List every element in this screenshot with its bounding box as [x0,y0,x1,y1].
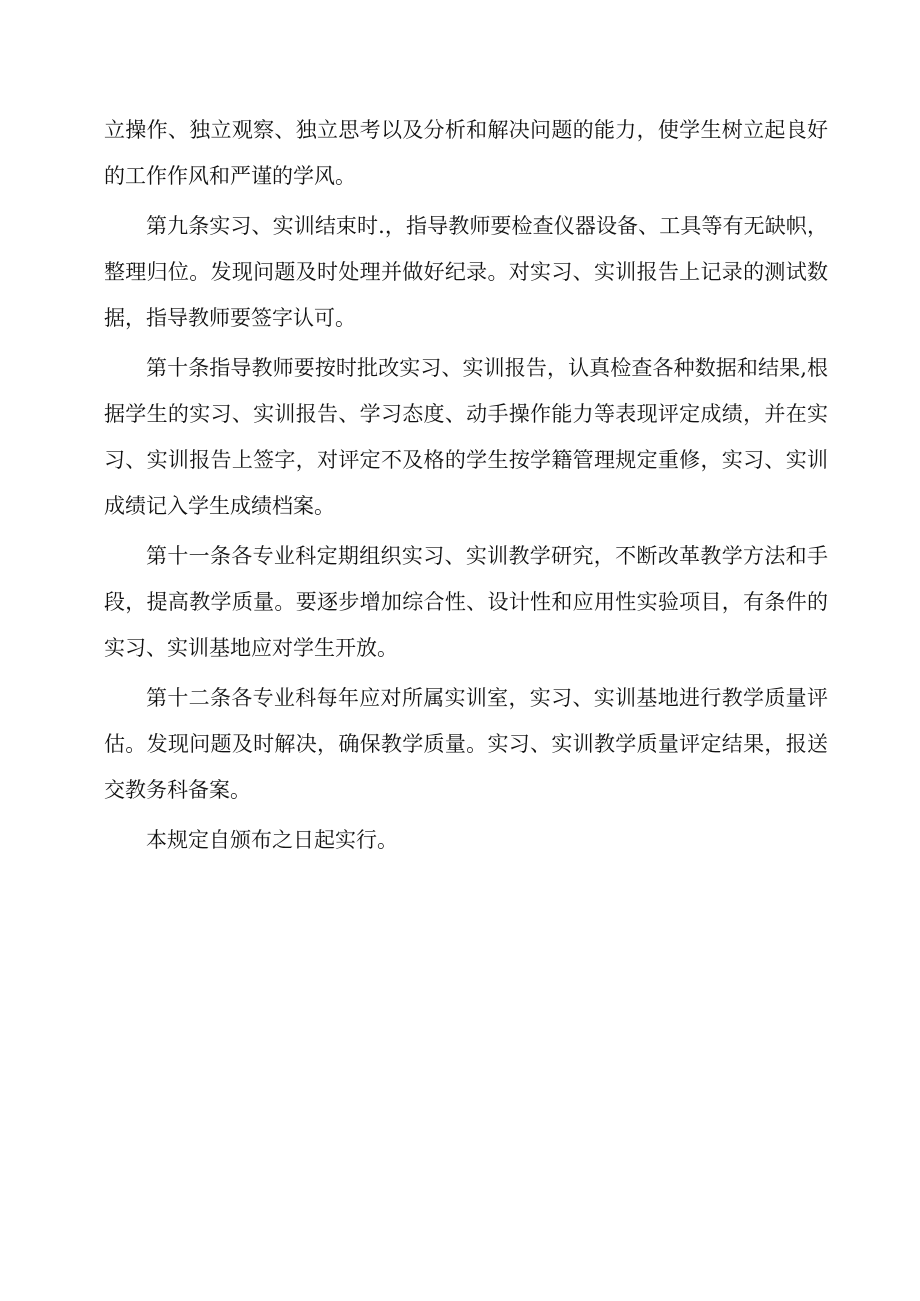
paragraph-effective-date: 本规定自颁布之日起实行。 [146,828,398,852]
paragraph-article-9: 第九条实习、实训结束时.，指导教师要检查仪器设备、工具等有无缺帜，整理归位。发现问题及时处理并做好纪录。对实习、实训报告上记录的测试数据，指导教师要签字认可。 [104,214,828,330]
paragraph-article-12: 第十二条各专业科每年应对所属实训室，实习、实训基地进行教学质量评估。发现问题及时解决，确保教学质量。实习、实训教学质量评定结果，报送交教务科备案。 [104,686,828,802]
paragraph-continuation: 立操作、独立观察、独立思考以及分析和解决问题的能力，使学生树立起良好的工作作风和严谨的学风。 [104,118,828,188]
paragraph-article-11: 第十一条各专业科定期组织实习、实训教学研究，不断改革教学方法和手段，提高教学质量。要逐步增加综合性、设计性和应用性实验项目，有条件的实习、实训基地应对学生开放。 [104,544,828,660]
paragraph-article-10: 第十条指导教师要按时批改实习、实训报告，认真检查各种数据和结果,根据学生的实习、实训报告、学习态度、动手操作能力等表现评定成绩，并在实习、实训报告上签字，对评定不及格的学生按学籍管理规定重修，实习、实训成绩记入学生成绩档案。 [104,356,828,518]
document-page [104,107,828,867]
